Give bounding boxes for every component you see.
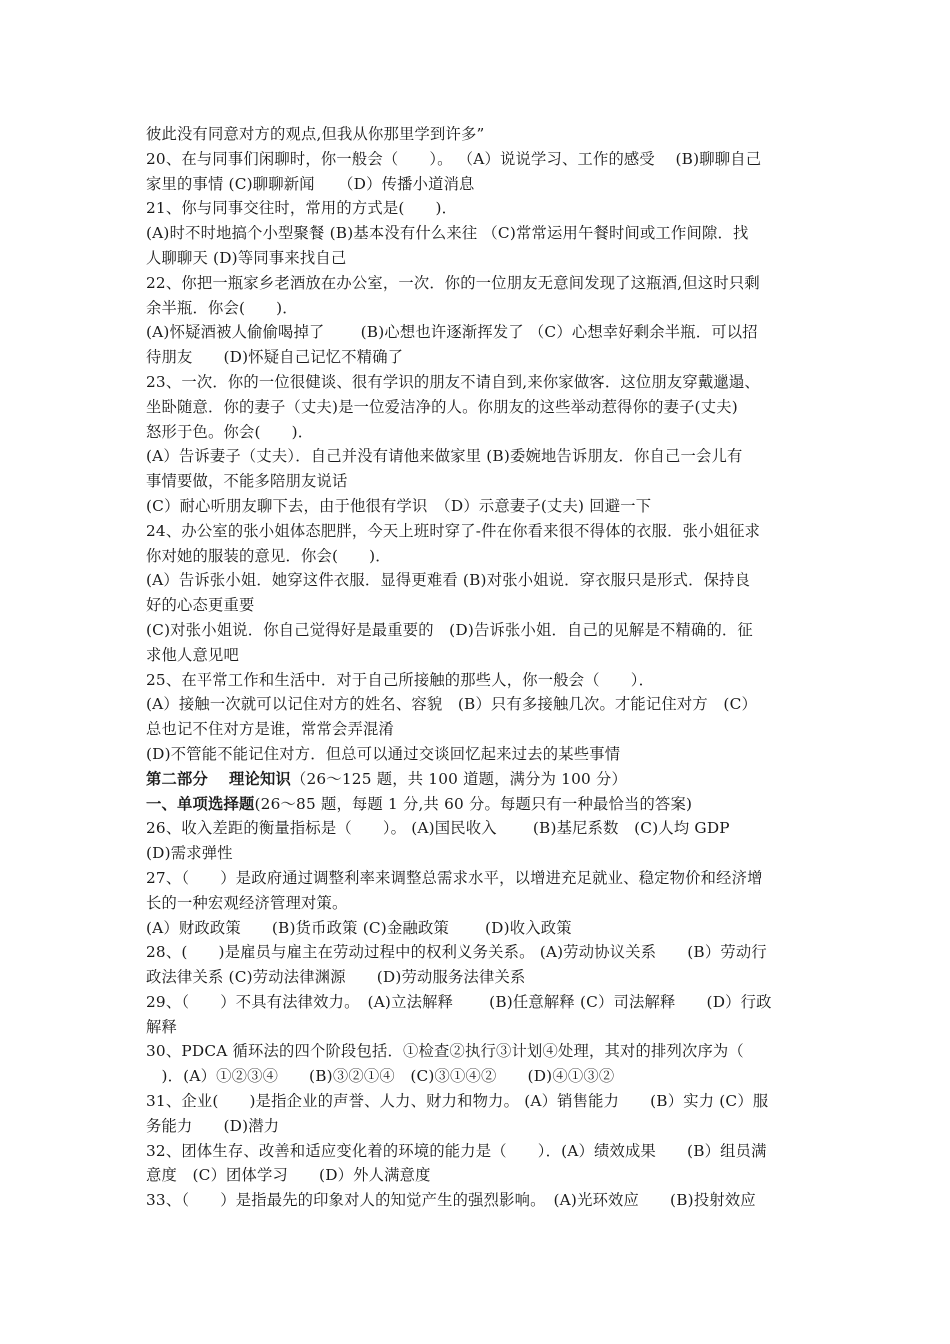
subsection-heading-note: (26～85 题，每题 1 分,共 60 分。每题只有一种最恰当的答案) [254,794,693,813]
text-line: 事情要做，不能多陪朋友说话 [146,472,348,491]
text-line: )．(A）①②③④ (B)③②①④ (C)③①④② (D)④①③② [146,1067,615,1086]
text-line: 你对她的服装的意见．你会( )． [146,546,391,565]
text-line: (D)需求弹性 [146,844,233,863]
text-line: (C）耐心听朋友聊下去，由于他很有学识 （D）示意妻子(丈夫) 回避一下 [146,496,652,515]
question-24: 24、办公室的张小姐体态肥胖，今天上班时穿了-件在你看来很不得体的衣服．张小姐征求 [146,521,761,540]
text-line: (A)怀疑酒被人偷偷喝掉了 (B)心想也许逐渐挥发了 （C）心想幸好剩余半瓶．可以招 [146,323,758,342]
text-line: (A）告诉张小姐．她穿这件衣服．显得更难看 (B)对张小姐说．穿衣服只是形式．保持良 [146,571,751,590]
text-line: 总也记不住对方是谁，常常会弄混淆 [146,720,394,739]
question-33: 33、（ ）是指最先的印象对人的知觉产生的强烈影响。 (A)光环效应 (B)投射效应 [146,1191,756,1210]
text-line: (D)不管能不能记住对方．但总可以通过交谈回忆起来过去的某些事情 [146,744,621,763]
subsection-heading-title: 一、单项选择题 [146,794,255,813]
section-heading-note: （26～125 题，共 100 道题，满分为 100 分） [291,769,628,788]
question-27: 27、（ ）是政府通过调整利率来调整总需求水平，以增进充足就业、稳定物价和经济增 [146,868,763,887]
question-21: 21、你与同事交往时，常用的方式是( )． [146,199,458,218]
question-25: 25、在平常工作和生活中．对于自己所接触的那些人，你一般会（ ）． [146,670,655,689]
text-line: 求他人意见吧 [146,645,239,664]
section-heading [146,767,812,792]
text-line: 家里的事情 (C)聊聊新闻 （D）传播小道消息 [146,174,475,193]
question-32: 32、团体生存、改善和适应变化着的环境的能力是（ ）．(A）绩效成果 (B）组员满 [146,1141,767,1160]
question-31: 31、企业( )是指企业的声誉、人力、财力和物力。 (A）销售能力 (B）实力 (C）服 [146,1092,769,1111]
text-line: (C)对张小姐说．你自己觉得好是最重要的 (D)告诉张小姐．自己的见解是不精确的．征 [146,620,753,639]
text-line: 政法律关系 (C)劳动法律渊源 (D)劳动服务法律关系 [146,968,526,987]
section-heading-title: 第二部分 理论知识 [146,769,291,788]
text-line: (A）财政政策 (B)货币政策 (C)金融政策 (D)收入政策 [146,918,572,937]
text-line: 彼此没有同意对方的观点,但我从你那里学到许多” [146,125,485,143]
text-line: 怒形于色。你会( )． [146,422,314,441]
text-line: (A）告诉妻子（丈夫）．自己并没有请他来做家里 (B)委婉地告诉朋友．你自己一会儿有 [146,447,743,466]
text-line: 余半瓶．你会( )． [146,298,298,317]
question-20: 20、在与同事们闲聊时，你一般会（ ）。 （A）说说学习、工作的感受 (B)聊聊自己 [146,149,762,168]
text-line: 长的一种宏观经济管理对策。 [146,893,348,912]
text-line: 务能力 (D)潜力 [146,1116,280,1135]
question-23: 23、一次．你的一位很健谈、很有学识的朋友不请自到,来你家做客．这位朋友穿戴邋遢、 [146,372,760,391]
question-28: 28、( )是雇员与雇主在劳动过程中的权利义务关系。 (A)劳动协议关系 (B）劳动行 [146,943,767,962]
text-line: (A)时不时地搞个小型聚餐 (B)基本没有什么来往 （C)常常运用午餐时间或工作间隙．找 [146,224,749,243]
text-line: 待朋友 (D)怀疑自己记忆不精确了 [146,348,404,367]
text-line: (A）接触一次就可以记住对方的姓名、容貌 (B）只有多接触几次。才能记住对方 (C） [146,695,757,714]
text-line: 好的心态更重要 [146,596,255,615]
text-line: 坐卧随意．你的妻子（丈夫)是一位爱洁净的人。你朋友的这些举动惹得你的妻子(丈夫) [146,397,738,416]
question-22: 22、你把一瓶家乡老酒放在办公室，一次．你的一位朋友无意间发现了这瓶酒,但这时只剩 [146,273,760,292]
question-30: 30、PDCA 循环法的四个阶段包括．①检查②执行③计划④处理，其对的排列次序为（ [146,1042,744,1061]
text-line: 解释 [146,1017,177,1036]
document-page [146,122,812,1213]
question-26: 26、收入差距的衡量指标是（ ）。 (A)国民收入 (B)基尼系数 (C)人均 GDP [146,819,730,838]
text-line: 人聊聊天 (D)等同事来找自己 [146,248,347,267]
question-29: 29、（ ）不具有法律效力。 (A)立法解释 (B)任意解释 (C）司法解释 (D）行政 [146,992,772,1011]
subsection-heading [146,792,812,817]
text-line: 意度 (C）团体学习 (D）外人满意度 [146,1166,431,1185]
